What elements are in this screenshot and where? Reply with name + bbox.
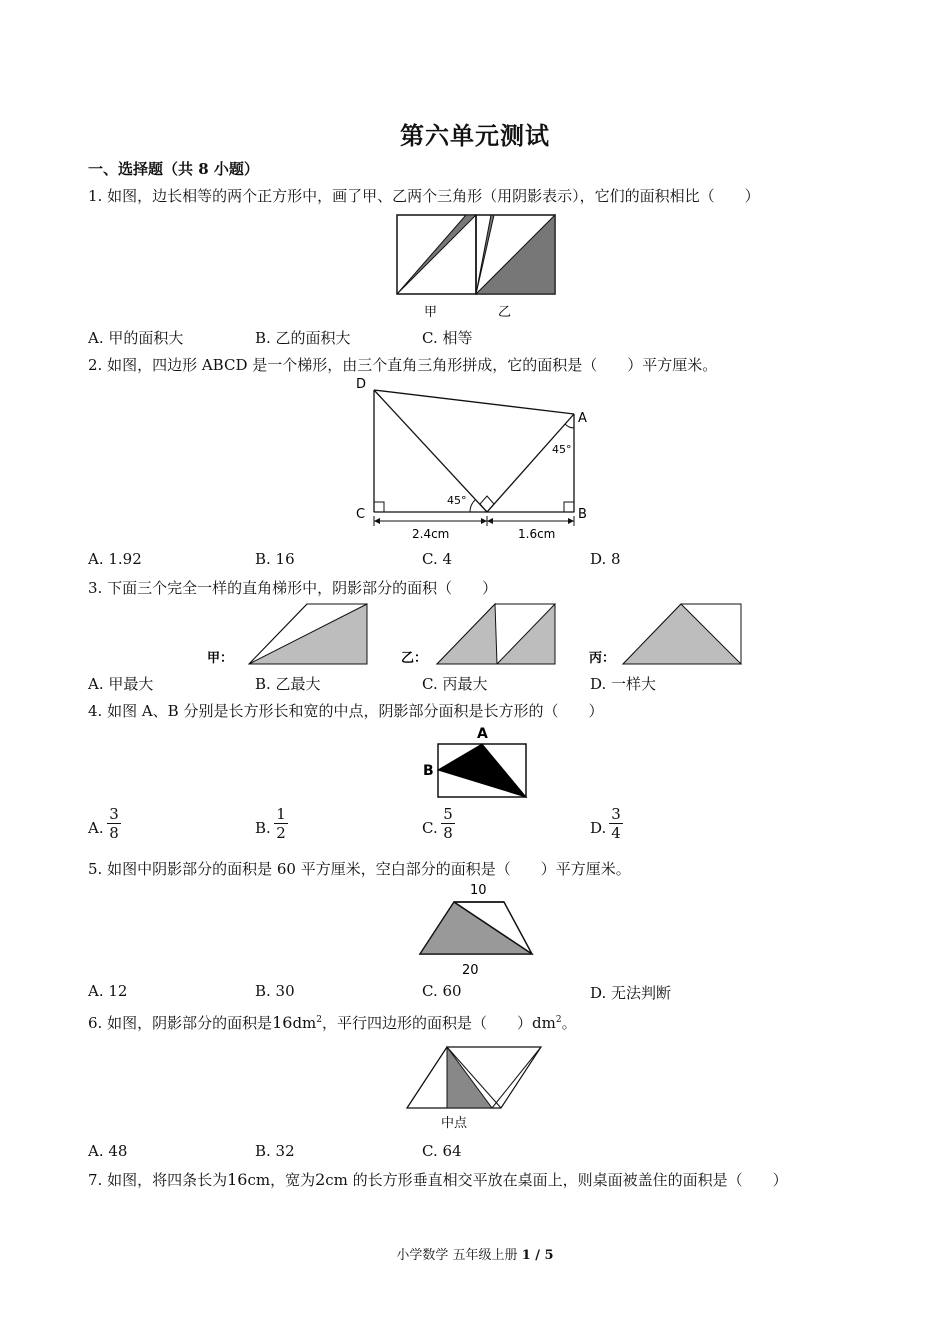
q6-unit-2: dm — [532, 1014, 556, 1032]
q2-label-b: B — [578, 507, 587, 522]
q2-label-c: C — [356, 507, 366, 522]
q4-option-b-fraction[interactable] — [274, 806, 288, 841]
question-4: 4. 如图 A、B 分别是长方形长和宽的中点，阴影部分面积是长方形的（ ） — [88, 702, 604, 720]
q1-label-jia: 甲 — [424, 305, 438, 320]
q1-option-a[interactable]: A. 甲的面积大 — [88, 329, 184, 347]
page-number: 1 / 5 — [521, 1248, 554, 1263]
page-footer — [0, 1244, 950, 1263]
q4-label-a: A — [477, 726, 488, 742]
q6-option-b[interactable]: B. 32 — [255, 1142, 295, 1160]
q4-option-a-letter[interactable]: A. — [88, 819, 104, 837]
q3-option-b[interactable]: B. 乙最大 — [255, 675, 321, 693]
q4-rectangle-figure — [422, 724, 532, 804]
q5-label-top: 10 — [470, 883, 487, 898]
q4-option-d-denominator: 4 — [611, 824, 621, 842]
page-title: 第六单元测试 — [400, 121, 550, 150]
q4-option-d-fraction[interactable] — [609, 806, 623, 841]
q7-length: 16 — [227, 1170, 248, 1189]
q4-option-b-letter[interactable]: B. — [255, 819, 271, 837]
q2-option-c[interactable]: C. 4 — [422, 550, 453, 568]
q4-option-b-numerator: 1 — [276, 805, 286, 823]
q4-option-b-denominator: 2 — [276, 824, 286, 842]
q6-value: 16 — [272, 1013, 293, 1032]
q4-label-b: B — [423, 763, 434, 779]
q7-text-b: cm，宽为 — [247, 1171, 316, 1189]
q2-label-a: A — [578, 411, 587, 426]
q7-text-c: cm 的长方形垂直相交平放在桌面上，则桌面被盖住的面积是（ ） — [325, 1171, 788, 1189]
q6-text-b: ，平行四边形的面积是（ ） — [322, 1014, 533, 1032]
q6-unit-sup-2: 2 — [555, 1015, 562, 1025]
q6-text-a: 6. 如图，阴影部分的面积是 — [88, 1014, 273, 1032]
q6-text-c: 。 — [561, 1014, 577, 1032]
q3-label-bing: 丙： — [589, 651, 616, 666]
question-7 — [88, 1169, 788, 1190]
q6-option-c[interactable]: C. 64 — [422, 1142, 462, 1160]
q7-text-a: 7. 如图，将四条长为 — [88, 1171, 228, 1189]
q6-label-midpoint: 中点 — [441, 1116, 468, 1131]
q6-option-a[interactable]: A. 48 — [88, 1142, 128, 1160]
question-2: 2. 如图，四边形 ABCD 是一个梯形，由三个直角三角形拼成，它的面积是（ ）平方厘米。 — [88, 356, 718, 374]
q2-angle-a: 45° — [552, 443, 572, 456]
q3-option-d[interactable]: D. 一样大 — [590, 675, 657, 693]
question-3: 3. 下面三个完全一样的直角梯形中，阴影部分的面积（ ） — [88, 579, 498, 597]
q3-trapezoids-figure — [205, 600, 743, 668]
q2-length-1: 2.4cm — [412, 527, 450, 541]
q6-unit: dm — [292, 1014, 317, 1032]
q4-option-c-denominator: 8 — [443, 824, 453, 842]
q2-label-d: D — [356, 377, 367, 392]
question-5: 5. 如图中阴影部分的面积是 60 平方厘米，空白部分的面积是（ ）平方厘米。 — [88, 860, 631, 878]
q5-trapezoid-figure — [418, 880, 536, 978]
q4-option-d-numerator: 3 — [611, 805, 621, 823]
q7-width: 2 — [315, 1170, 326, 1189]
q2-option-b[interactable]: B. 16 — [255, 550, 295, 568]
q2-length-2: 1.6cm — [518, 527, 556, 541]
footer-text: 小学数学 五年级上册 — [396, 1248, 522, 1263]
question-1: 1. 如图，边长相等的两个正方形中，画了甲、乙两个三角形（用阴影表示），它们的面积相比（ ） — [88, 187, 760, 205]
q2-trapezoid-figure — [352, 376, 597, 546]
q3-option-c[interactable]: C. 丙最大 — [422, 675, 488, 693]
q1-figure — [396, 213, 558, 321]
q1-label-yi: 乙 — [498, 305, 512, 320]
q4-option-a-fraction[interactable] — [107, 806, 121, 841]
q4-option-c-numerator: 5 — [443, 805, 453, 823]
q4-option-d-letter[interactable]: D. — [590, 819, 607, 837]
q5-option-b[interactable]: B. 30 — [255, 982, 295, 1000]
section-heading: 一、选择题（共 8 小题） — [88, 160, 259, 178]
question-6 — [88, 1012, 577, 1033]
q4-option-a-numerator: 3 — [109, 805, 119, 823]
q6-unit-sup-1: 2 — [316, 1015, 323, 1025]
q5-option-d[interactable]: D. 无法判断 — [590, 984, 672, 1002]
q3-label-yi: 乙： — [401, 651, 428, 666]
q2-option-a[interactable]: A. 1.92 — [88, 550, 142, 568]
q4-option-a-denominator: 8 — [109, 824, 119, 842]
q5-option-a[interactable]: A. 12 — [88, 982, 128, 1000]
q1-option-c[interactable]: C. 相等 — [422, 329, 473, 347]
q4-option-c-fraction[interactable] — [441, 806, 455, 841]
q4-option-c-letter[interactable]: C. — [422, 819, 438, 837]
q2-angle-bottom: 45° — [447, 494, 467, 507]
q3-option-a[interactable]: A. 甲最大 — [88, 675, 154, 693]
q1-option-b[interactable]: B. 乙的面积大 — [255, 329, 351, 347]
q2-option-d[interactable]: D. 8 — [590, 550, 621, 568]
q3-label-jia: 甲： — [207, 651, 234, 666]
q5-option-c[interactable]: C. 60 — [422, 982, 462, 1000]
q6-parallelogram-figure — [405, 1045, 545, 1135]
q5-label-bottom: 20 — [462, 963, 479, 978]
